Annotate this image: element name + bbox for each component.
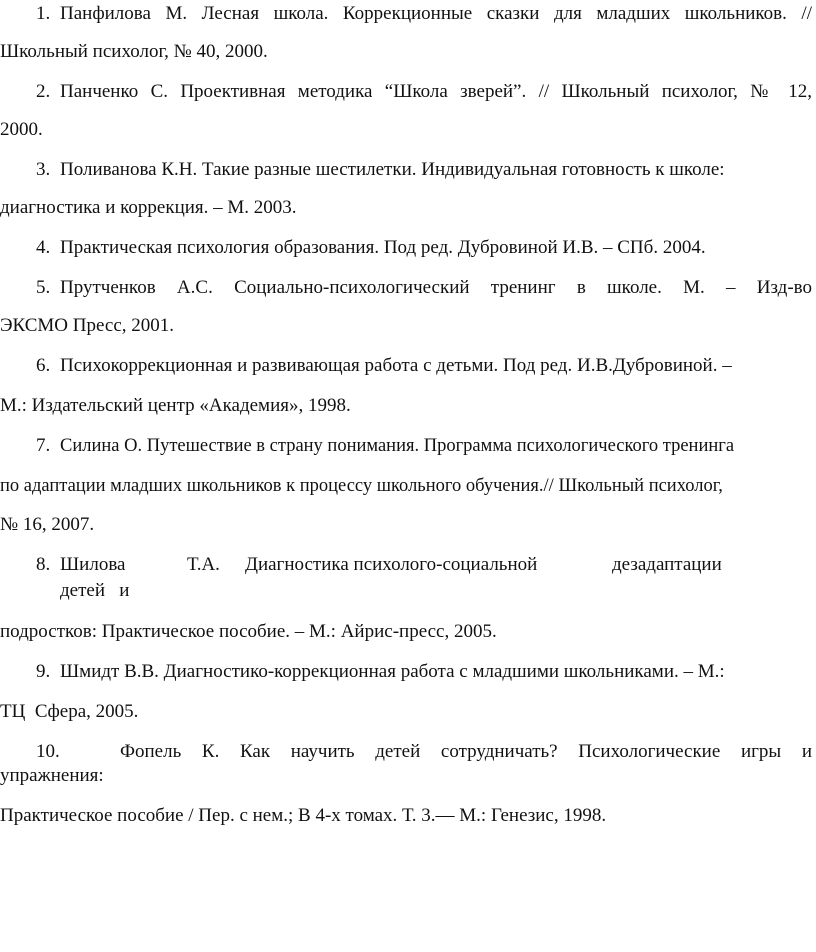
reference-author: Шилова [60,554,126,575]
reference-text: М.: Издательский центр «Академия», 1998. [0,395,351,416]
reference-text: Фопель К. Как научить детей сотрудничать? Психологические игры и [120,741,812,762]
reference-text: Панченко С. Проективная методика “Школа зверей”. // Школьный психолог, № 12, [60,81,812,102]
reference-number: 3. [36,159,51,180]
reference-number: 6. [36,355,51,376]
reference-text: детей и [60,580,130,601]
reference-text: Прутченков А.С. Социально-психологический тренинг в школе. М. – Изд-во [60,277,812,298]
reference-number: 5. [36,277,51,298]
reference-text: Практическая психология образования. Под ред. Дубровиной И.В. – СПб. 2004. [60,237,706,258]
reference-text: дезадаптации [612,554,722,575]
reference-text: Поливанова К.Н. Такие разные шестилетки. Индивидуальная готовность к школе: [60,159,725,180]
reference-text: упражнения: [0,765,104,786]
reference-text: Школьный психолог, № 40, 2000. [0,41,268,62]
reference-text: Панфилова М. Лесная школа. Коррекционные сказки для младших школьников. // [60,3,812,24]
reference-text: Силина О. Путешествие в страну понимания. Программа психологического тренинга [60,436,735,456]
reference-text: Практическое пособие / Пер. с нем.; В 4-х томах. Т. 3.— М.: Генезис, 1998. [0,805,607,826]
reference-text: диагностика и коррекция. – М. 2003. [0,197,297,218]
reference-text: Шмидт В.В. Диагностико-коррекционная работа с младшими школьниками. – М.: [60,661,725,682]
reference-number: 7. [36,435,51,456]
reference-number: 10. [36,741,60,762]
reference-number: 8. [36,554,51,575]
reference-text: Диагностика психолого-социальной [245,554,538,575]
reference-text: Психокоррекционная и развивающая работа с детьми. Под ред. И.В.Дубровиной. – [60,355,732,376]
reference-number: 9. [36,661,51,682]
reference-text: подростков: Практическое пособие. – М.: Айрис-пресс, 2005. [0,621,497,642]
reference-text: № 16, 2007. [0,514,95,535]
reference-text: по адаптации младших школьников к процессу школьного обучения.// Школьный психолог, [0,476,723,496]
reference-number: 4. [36,237,51,258]
reference-initials: Т.А. [187,554,220,575]
reference-text: 2000. [0,119,43,140]
reference-text: ТЦ Сфера, 2005. [0,701,139,722]
reference-text: ЭКСМО Пресс, 2001. [0,315,175,336]
reference-number: 2. [36,81,51,102]
reference-number: 1. [36,3,51,24]
